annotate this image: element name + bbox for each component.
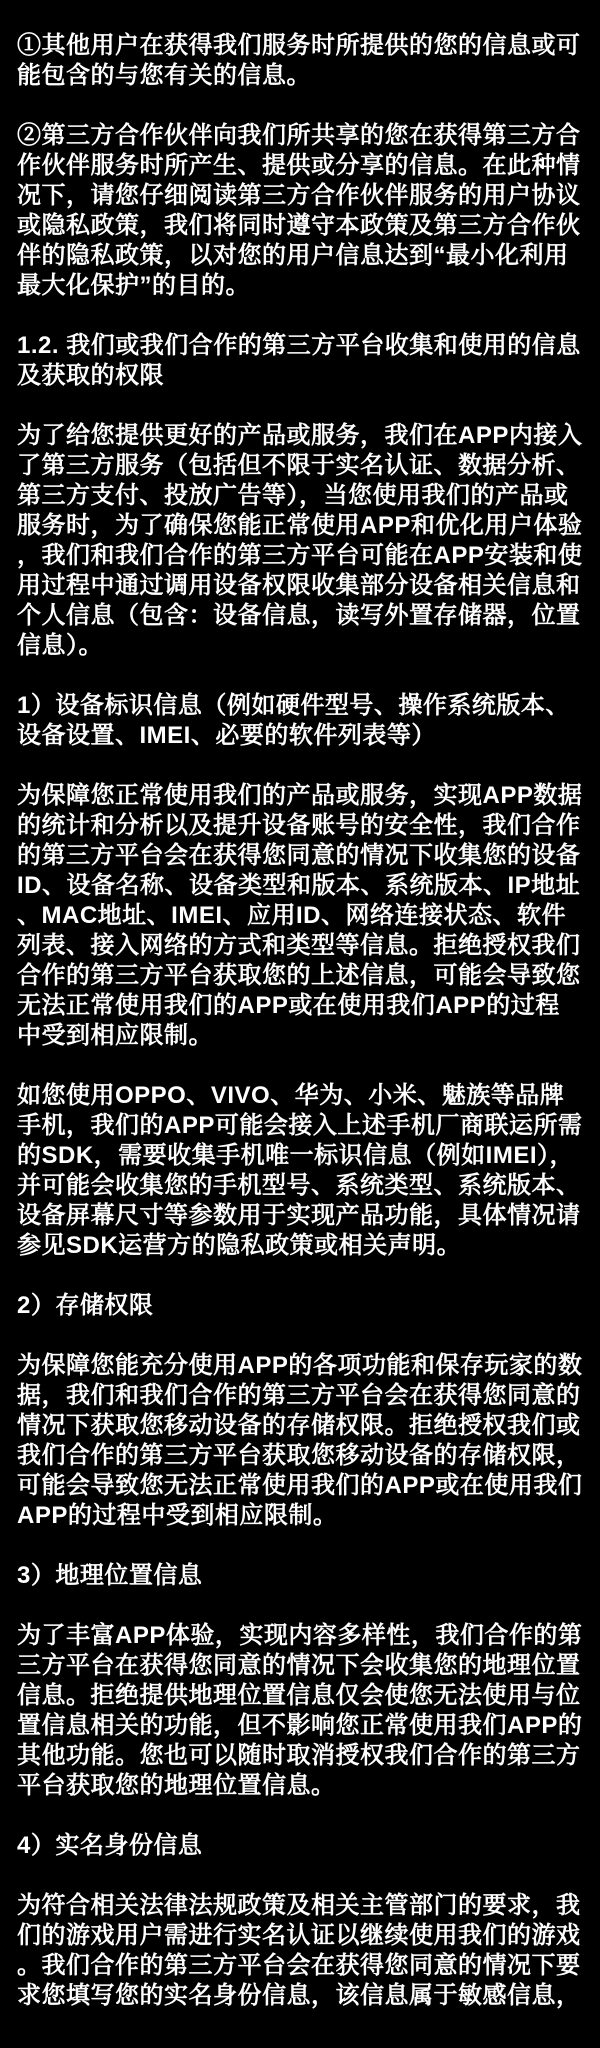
policy-paragraph: 如您使用OPPO、VIVO、华为、小米、魅族等品牌手机，我们的APP可能会接入上述手机厂商联运所需的SDK，需要收集手机唯一标识信息（例如IMEI），并可能会收集您的手机型号、系统类型、系统版本、设备屏幕尺寸等参数用于实现产品功能，具体情况请参见SDK运营方的隐私政策或相关声明。	[17, 1082, 583, 1259]
subsection-heading-realname: 4）实名身份信息	[17, 1832, 203, 1859]
policy-list-item-1: ①其他用户在获得我们服务时所提供的您的信息或可能包含的与您有关的信息。	[17, 32, 581, 89]
policy-paragraph: 为了丰富APP体验，实现内容多样性，我们合作的第三方平台在获得您同意的情况下会收集您的地理位置信息。拒绝提供地理位置信息仅会使您无法使用与位置信息相关的功能，但不影响您正常使用我们APP的其他功能。您也可以随时取消授权我们合作的第三方平台获取您的地理位置信息。	[17, 1622, 583, 1799]
subsection-heading-device: 1）设备标识信息（例如硬件型号、操作系统版本、设备设置、IMEI、必要的软件列表等）	[17, 692, 570, 749]
subsection-heading-location: 3）地理位置信息	[17, 1562, 203, 1589]
policy-paragraph: 为保障您正常使用我们的产品或服务，实现APP数据的统计和分析以及提升设备账号的安全性，我们合作的第三方平台会在获得您同意的情况下收集您的设备ID、设备名称、设备类型和版本、系统版本、IP地址、MAC地址、IMEI、应用ID、网络连接状态、软件列表、接入网络的方式和类型等信息。拒绝授权我们合作的第三方平台获取您的上述信息，可能会导致您无法正常使用我们的APP或在使用我们APP的过程中受到相应限制。	[17, 782, 583, 1049]
policy-paragraph: 为符合相关法律法规政策及相关主管部门的要求，我们的游戏用户需进行实名认证以继续使用我们的游戏。我们合作的第三方平台会在获得您同意的情况下要求您填写您的实名身份信息，该信息属于敏感信息，	[17, 1892, 581, 2009]
policy-list-item-2: ②第三方合作伙伴向我们所共享的您在获得第三方合作伙伴服务时所产生、提供或分享的信息。在此种情况下，请您仔细阅读第三方合作伙伴服务的用户协议或隐私政策，我们将同时遵守本政策及第三方合作伙伴的隐私政策，以对您的用户信息达到“最小化利用最大化保护”的目的。	[17, 122, 581, 299]
policy-paragraph: 为保障您能充分使用APP的各项功能和保存玩家的数据，我们和我们合作的第三方平台会在获得您同意的情况下获取您移动设备的存储权限。拒绝授权我们或我们合作的第三方平台获取您移动设备的存储权限，可能会导致您无法正常使用我们的APP或在使用我们APP的过程中受到相应限制。	[17, 1352, 583, 1529]
subsection-heading-storage: 2）存储权限	[17, 1292, 154, 1319]
section-heading-1-2: 1.2. 我们或我们合作的第三方平台收集和使用的信息及获取的权限	[17, 332, 581, 389]
policy-paragraph: 为了给您提供更好的产品或服务，我们在APP内接入了第三方服务（包括但不限于实名认证、数据分析、第三方支付、投放广告等），当您使用我们的产品或服务时，为了确保您能正常使用APP和优化用户体验，我们和我们合作的第三方平台可能在APP安装和使用过程中通过调用设备权限收集部分设备相关信息和个人信息（包含：设备信息，读写外置存储器，位置信息）。	[17, 422, 583, 659]
